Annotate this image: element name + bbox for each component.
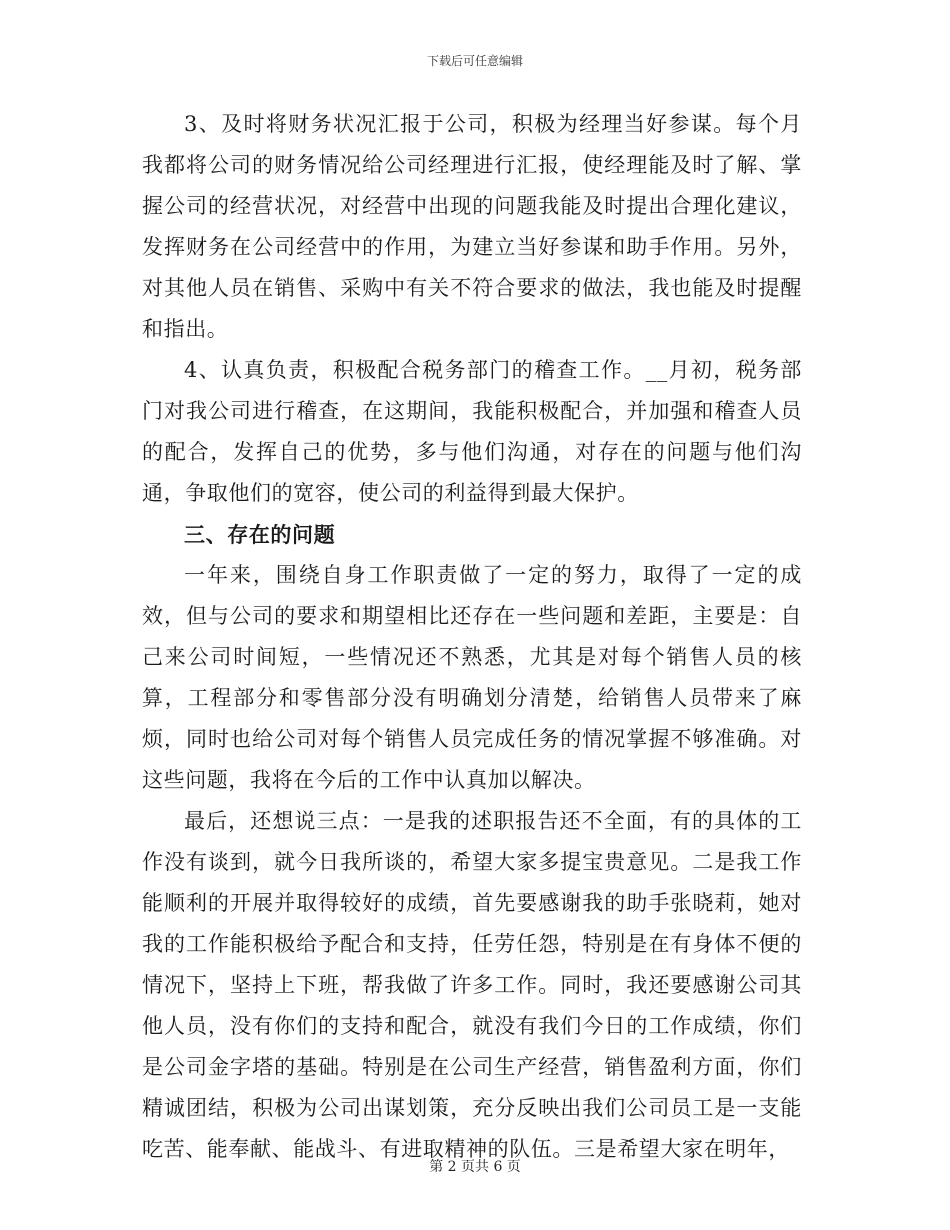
section-heading: 三、存在的问题 — [184, 522, 336, 547]
paragraph-closing: 最后，还想说三点：一是我的述职报告还不全面，有的具体的工作没有谈到，就今日我所谈的，希望大家多提宝贵意见。二是我工作能顺利的开展并取得较好的成绩，首先要感谢我的助手张晓莉，她对我的工作能积极给予配合和支持，任劳任怨，特别是在有身体不便的情况下，坚持上下班，帮我做了许多工作。同时，我还要感谢公司其他人员，没有你们的支持和配合，就没有我们今日的工作成绩，你们是公司金字塔的基础。特别是在公司生产经营，销售盈利方面，你们精诚团结，积极为公司出谋划策，充分反映出我们公司员工是一支能吃苦、能奉献、能战斗、有进取精神的队伍。三是希望大家在明年， — [142, 809, 802, 1161]
paragraph-item-4: 4、认真负责，积极配合税务部门的稽查工作。__月初，税务部门对我公司进行稽查，在这期间，我能积极配合，并加强和稽查人员的配合，发挥自己的优势，多与他们沟通，对存在的问题与他们沟通，争取他们的宽容，使公司的利益得到最大保护。 — [142, 358, 802, 505]
page-footer: 第 2 页共 6 页 — [429, 1159, 521, 1175]
paragraph-problems: 一年来，围绕自身工作职责做了一定的努力，取得了一定的成效，但与公司的要求和期望相比还存在一些问题和差距，主要是：自己来公司时间短，一些情况还不熟悉，尤其是对每个销售人员的核算，工程部分和零售部分没有明确划分清楚，给销售人员带来了麻烦，同时也给公司对每个销售人员完成任务的情况掌握不够准确。对这些问题，我将在今后的工作中认真加以解决。 — [142, 563, 802, 792]
page-header: 下载后可任意编辑 — [426, 54, 523, 68]
paragraph-item-3: 3、及时将财务状况汇报于公司，积极为经理当好参谋。每个月我都将公司的财务情况给公司经理进行汇报，使经理能及时了解、掌握公司的经营状况，对经营中出现的问题我能及时提出合理化建议，发挥财务在公司经营中的作用，为建立当好参谋和助手作用。另外，对其他人员在销售、采购中有关不符合要求的做法，我也能及时提醒和指出。 — [142, 112, 802, 341]
document-body — [142, 104, 802, 1170]
